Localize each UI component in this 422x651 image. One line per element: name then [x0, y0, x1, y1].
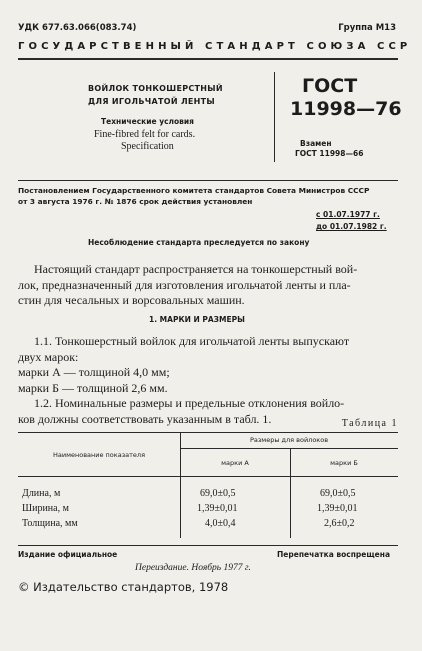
- clause-1-1-line1: 1.1. Тонкошерстный войлок для игольчатой ленты выпускают: [34, 334, 350, 348]
- title-en-line1: Fine-fibred felt for cards.: [94, 129, 196, 140]
- validity-to: до 01.07.1982 г.: [316, 222, 387, 231]
- col-header-group: Размеры для войлоков: [249, 436, 329, 444]
- row-name: Ширина, м: [22, 503, 69, 514]
- udk-code: УДК 677.63.066(083.74): [18, 23, 137, 33]
- footer-rule: [18, 545, 398, 546]
- gost-label: ГОСТ: [302, 75, 358, 97]
- header-rule: [18, 58, 398, 60]
- gost-number: 11998—76: [290, 98, 402, 120]
- clause-1-1-line2: двух марок:: [18, 349, 79, 364]
- decree-line1: Постановлением Государственного комитета стандартов Совета Министров СССР: [18, 186, 370, 195]
- section-1-heading: 1. МАРКИ И РАЗМЕРЫ: [149, 315, 245, 324]
- table-caption: Таблица 1: [341, 418, 398, 429]
- title-ru-line2: ДЛЯ ИГОЛЬЧАТОЙ ЛЕНТЫ: [88, 97, 215, 106]
- title-en-line2: Specification: [121, 141, 174, 152]
- intro-line1: Настоящий стандарт распространяется на тонкошерстный вой-: [34, 262, 358, 276]
- title-divider: [274, 72, 275, 162]
- law-notice: Несоблюдение стандарта преследуется по закону: [88, 238, 310, 247]
- intro-line3: стин для чесальных и ворсовальных машин.: [18, 293, 245, 307]
- state-standard-heading: ГОСУДАРСТВЕННЫЙ СТАНДАРТ СОЮЗА ССР: [18, 41, 412, 52]
- clause-1-2-line1: 1.2. Номинальные размеры и предельные отклонения войло-: [34, 396, 345, 410]
- row-value-b: 2,6±0,2: [324, 518, 355, 529]
- table-row: [18, 488, 398, 502]
- copyright: © Издательство стандартов, 1978: [18, 580, 229, 594]
- intro-line2: лок, предназначенный для изготовления игольчатой ленты и пла-: [18, 277, 351, 292]
- group-code: Группа М13: [338, 23, 396, 33]
- table-group-rule: [180, 448, 398, 449]
- official-edition: Издание официальное: [18, 550, 118, 559]
- row-value-a: 69,0±0,5: [200, 488, 236, 499]
- col-header-b: марки Б: [330, 459, 358, 467]
- mark-a-line: марки А — толщиной 4,0 мм;: [18, 365, 170, 379]
- table-row: [18, 518, 398, 532]
- section-1-body: [18, 334, 400, 427]
- mark-b-line: марки Б — толщиной 2,6 мм.: [18, 380, 168, 395]
- replaces-value: ГОСТ 11998—66: [295, 149, 364, 158]
- clause-1-2-line2: ков должны соответствовать указанным в табл. 1.: [18, 411, 272, 426]
- row-name: Толщина, мм: [22, 518, 78, 529]
- row-value-b: 1,39±0,01: [317, 503, 358, 514]
- table-header-rule: [18, 476, 398, 477]
- reprint-note: Переиздание. Ноябрь 1977 г.: [135, 563, 251, 573]
- row-name: Длина, м: [22, 488, 61, 499]
- table-row: [18, 503, 398, 517]
- table-top-rule: [18, 432, 398, 433]
- row-value-a: 4,0±0,4: [205, 518, 236, 529]
- row-value-a: 1,39±0,01: [197, 503, 238, 514]
- intro-paragraph: [18, 262, 400, 309]
- title-ru-line1: ВОЙЛОК ТОНКОШЕРСТНЫЙ: [88, 84, 223, 93]
- col-header-a: марки А: [221, 459, 249, 467]
- decree-line2: от 3 августа 1976 г. № 1876 срок действия установлен: [18, 197, 253, 206]
- title-rule: [18, 180, 398, 181]
- row-value-b: 69,0±0,5: [320, 488, 356, 499]
- table-1: [18, 432, 398, 538]
- reprint-prohibited: Перепечатка воспрещена: [277, 550, 391, 559]
- validity-from: с 01.07.1977 г.: [316, 210, 380, 219]
- title-ru-subtitle: Технические условия: [101, 117, 194, 126]
- col-header-name: Наименование показателя: [52, 451, 145, 459]
- replaces-label: Взамен: [300, 139, 332, 148]
